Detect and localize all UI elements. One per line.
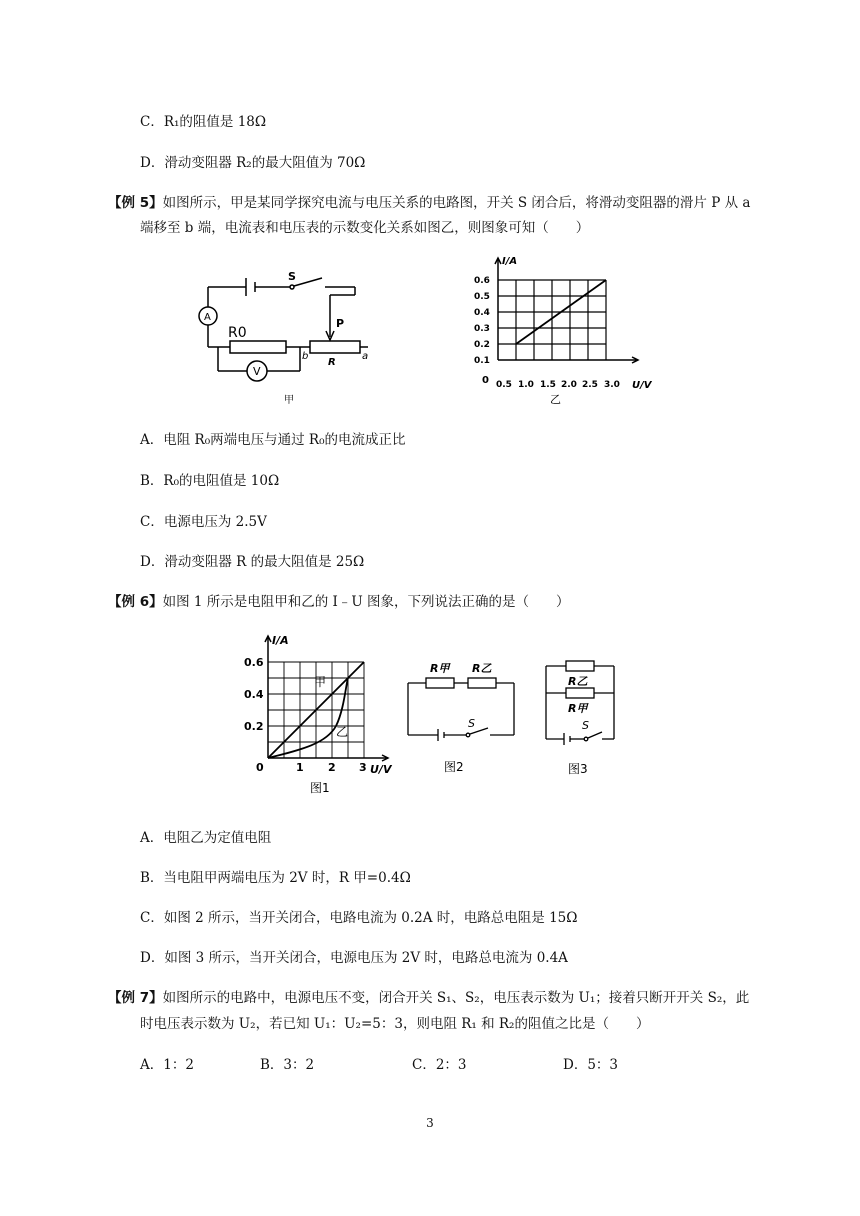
- x-tick-2.0: 2.0: [561, 380, 577, 390]
- ex6-option-c: C．如图 2 所示，当开关闭合，电路电流为 0.2A 时，电路总电阻是 15Ω: [140, 910, 578, 926]
- fig1-y-tick-0.4: 0.4: [244, 688, 264, 701]
- example-5-tag: 【例 5】: [108, 195, 163, 211]
- ex5-option-b: B．R₀的电阻值是 10Ω: [140, 473, 280, 489]
- fig2-r-jia-label: R甲: [430, 662, 450, 675]
- y-tick-0.5: 0.5: [474, 292, 490, 302]
- origin-label: 0: [482, 375, 489, 386]
- fig1-origin: 0: [256, 761, 264, 774]
- y-tick-0.2: 0.2: [474, 340, 490, 350]
- example-5-text: 如图所示，甲是某同学探究电流与电压关系的电路图，开关 S 闭合后，将滑动变阻器的滑片 P 从 a: [162, 195, 751, 211]
- example-7-line-1: [108, 986, 749, 1006]
- ex6-option-d: D．如图 3 所示，当开关闭合，电源电压为 2V 时，电路总电流为 0.4A: [140, 950, 568, 966]
- y-tick-0.1: 0.1: [474, 356, 490, 366]
- fig3-r-yi-label: R乙: [568, 675, 588, 688]
- x-tick-0.5: 0.5: [496, 380, 512, 390]
- slider-label-p: P: [336, 317, 345, 330]
- fig3-r-jia-label: R甲: [568, 702, 588, 715]
- fig2-r-yi-label: R乙: [472, 662, 492, 675]
- page-number: 3: [426, 1116, 434, 1130]
- terminal-label-a: a: [362, 351, 369, 362]
- fig1-x-tick-2: 2: [328, 761, 336, 774]
- circuit-fig3: [540, 655, 620, 780]
- resistor-label-r0: R0: [228, 325, 247, 341]
- fig1-x-tick-1: 1: [296, 761, 304, 774]
- iu-graph-fig1: [240, 630, 410, 800]
- circuit-diagram-jia: [190, 265, 380, 410]
- example-6-line-1: [108, 590, 570, 610]
- ex6-option-a: A．电阻乙为定值电阻: [140, 830, 272, 846]
- ex6-option-b: B．当电阻甲两端电压为 2V 时，R 甲=0.4Ω: [140, 870, 411, 886]
- x-tick-2.5: 2.5: [582, 380, 598, 390]
- y-tick-0.4: 0.4: [474, 308, 490, 318]
- example-7-text: 如图所示的电路中，电源电压不变，闭合开关 S₁、S₂，电压表示数为 U₁；接着只断开开关 S₂，此: [162, 990, 750, 1006]
- ex7-option-b: B．3：2: [260, 1057, 315, 1073]
- example-7-line-2: 时电压表示数为 U₂，若已知 U₁：U₂=5：3，则电阻 R₁ 和 R₂的阻值之比是（ ）: [140, 1016, 650, 1032]
- example-6-text: 如图 1 所示是电阻甲和乙的 I﹣U 图象，下列说法正确的是（ ）: [162, 594, 570, 610]
- series-jia-label: 甲: [314, 675, 327, 689]
- fig1-x-tick-3: 3: [359, 761, 367, 774]
- circuit-fig2: [400, 655, 522, 780]
- ex7-option-a: A．1：2: [140, 1057, 194, 1073]
- y-tick-0.6: 0.6: [474, 276, 490, 286]
- series-yi-label: 乙: [336, 725, 349, 739]
- fig2-caption: 图2: [444, 760, 464, 774]
- fig3-caption: 图3: [568, 762, 588, 776]
- voltmeter-label: V: [253, 365, 261, 378]
- y-tick-0.3: 0.3: [474, 324, 490, 334]
- iu-graph-yi: [460, 250, 660, 410]
- x-tick-3.0: 3.0: [604, 380, 620, 390]
- example-7-tag: 【例 7】: [108, 990, 163, 1006]
- resistor-label-r: R: [328, 357, 336, 368]
- option-c-prev: C．R₁的阻值是 18Ω: [140, 114, 267, 130]
- ex7-option-d: D．5：3: [563, 1057, 619, 1073]
- fig1-caption: 图1: [310, 781, 330, 795]
- ex5-option-a: A．电阻 R₀两端电压与通过 R₀的电流成正比: [140, 432, 406, 448]
- ex5-option-c: C．电源电压为 2.5V: [140, 514, 267, 530]
- switch-label-s: S: [288, 270, 296, 283]
- example-6-tag: 【例 6】: [108, 594, 163, 610]
- figure-caption-jia: 甲: [284, 395, 294, 406]
- fig1-y-tick-0.6: 0.6: [244, 656, 264, 669]
- fig1-x-axis-label: U/V: [370, 763, 392, 776]
- option-d-prev: D．滑动变阻器 R₂的最大阻值为 70Ω: [140, 155, 366, 171]
- figure-caption-yi: 乙: [550, 393, 561, 406]
- y-axis-label: I/A: [502, 256, 518, 267]
- terminal-label-b: b: [302, 351, 309, 362]
- example-5-line-1: [108, 191, 750, 211]
- x-tick-1.5: 1.5: [540, 380, 556, 390]
- fig1-y-tick-0.2: 0.2: [244, 720, 264, 733]
- fig2-switch-label: S: [468, 717, 475, 730]
- fig1-y-axis-label: I/A: [272, 634, 289, 647]
- ex7-option-c: C．2：3: [412, 1057, 467, 1073]
- example-5-line-2: 端移至 b 端，电流表和电压表的示数变化关系如图乙，则图象可知（ ）: [140, 220, 590, 236]
- fig3-switch-label: S: [582, 719, 589, 732]
- ex5-option-d: D．滑动变阻器 R 的最大阻值是 25Ω: [140, 554, 365, 570]
- x-tick-1.0: 1.0: [518, 380, 534, 390]
- ammeter-label: A: [204, 312, 211, 323]
- x-axis-label: U/V: [632, 380, 652, 391]
